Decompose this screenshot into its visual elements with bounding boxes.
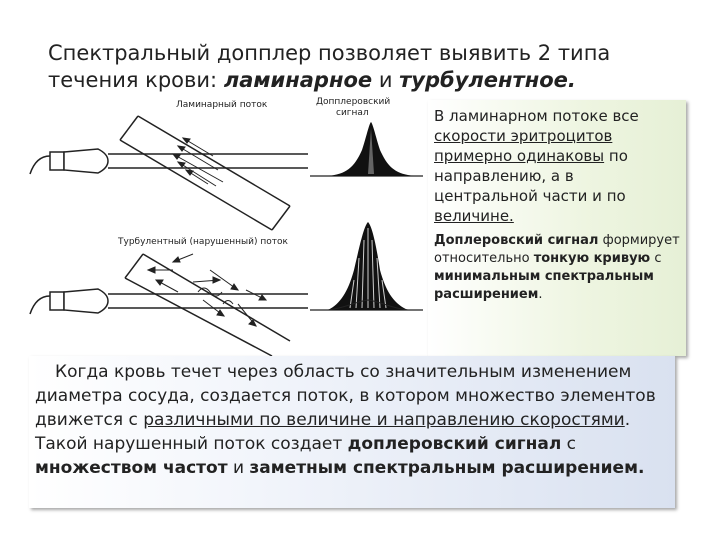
turbulent-bold-2: множеством частот xyxy=(35,458,228,478)
doppler-signal-bold: Доплеровский сигнал xyxy=(434,233,599,248)
laminar-description-box xyxy=(428,100,686,356)
title-and: и xyxy=(372,68,400,92)
laminar-paragraph xyxy=(434,106,680,226)
turbulent-description-box xyxy=(29,356,675,508)
laminar-underlined-1: скорости эритроцитов xyxy=(434,127,613,145)
laminar-text-b: по направлению, а в центральной части и по xyxy=(434,147,628,205)
laminar-text-a: В ламинарном потоке все xyxy=(434,107,639,125)
doppler-text-b: с xyxy=(650,251,662,266)
doppler-signal-paragraph xyxy=(434,232,680,304)
turbulent-spectrum xyxy=(310,222,423,310)
title-line-2-start: течения крови: xyxy=(48,68,224,92)
laminar-spectrum xyxy=(310,122,423,176)
turbulent-text-1: Когда кровь течет через область со значительным изменением диаметра сосуда, создается поток, в котором множество элементов движется с xyxy=(35,362,656,430)
turbulent-text-3: с xyxy=(561,434,577,454)
title-line-1: Спектральный допплер позволяет выявить 2 типа xyxy=(48,41,611,65)
turbulent-text-4: и xyxy=(227,458,250,478)
doppler-text-a: формирует относительно xyxy=(434,233,680,266)
turbulent-flow-label: Турбулентный (нарушенный) поток xyxy=(118,237,288,247)
laminar-vessel xyxy=(120,116,290,230)
doppler-text-c: . xyxy=(538,287,543,302)
thin-curve-bold: тонкую кривую xyxy=(533,251,651,266)
doppler-signal-label-2: сигнал xyxy=(336,108,369,118)
turbulent-bold-3: заметным спектральным расширением. xyxy=(249,458,645,478)
laminar-underlined-2: примерно одинаковы xyxy=(434,147,605,165)
turbulent-flow-arrows xyxy=(148,254,266,326)
slide-title xyxy=(48,40,698,94)
turbulent-text-2: . Такой нарушенный поток создает xyxy=(35,410,631,454)
title-turbulent: турбулентное. xyxy=(399,68,576,92)
title-laminar: ламинарное xyxy=(223,68,373,92)
laminar-flow-label: Ламинарный поток xyxy=(176,100,268,110)
laminar-underlined-3: величине. xyxy=(434,207,514,225)
minimal-broadening-bold: минимальным спектральным расширением xyxy=(434,269,654,302)
doppler-flow-figure xyxy=(28,94,428,356)
doppler-signal-label-1: Допплеровский xyxy=(316,97,391,107)
laminar-probe xyxy=(30,149,308,174)
turbulent-underlined: различными по величине и направлению скоростями xyxy=(143,410,625,430)
turbulent-bold-1: доплеровский сигнал xyxy=(347,434,562,454)
